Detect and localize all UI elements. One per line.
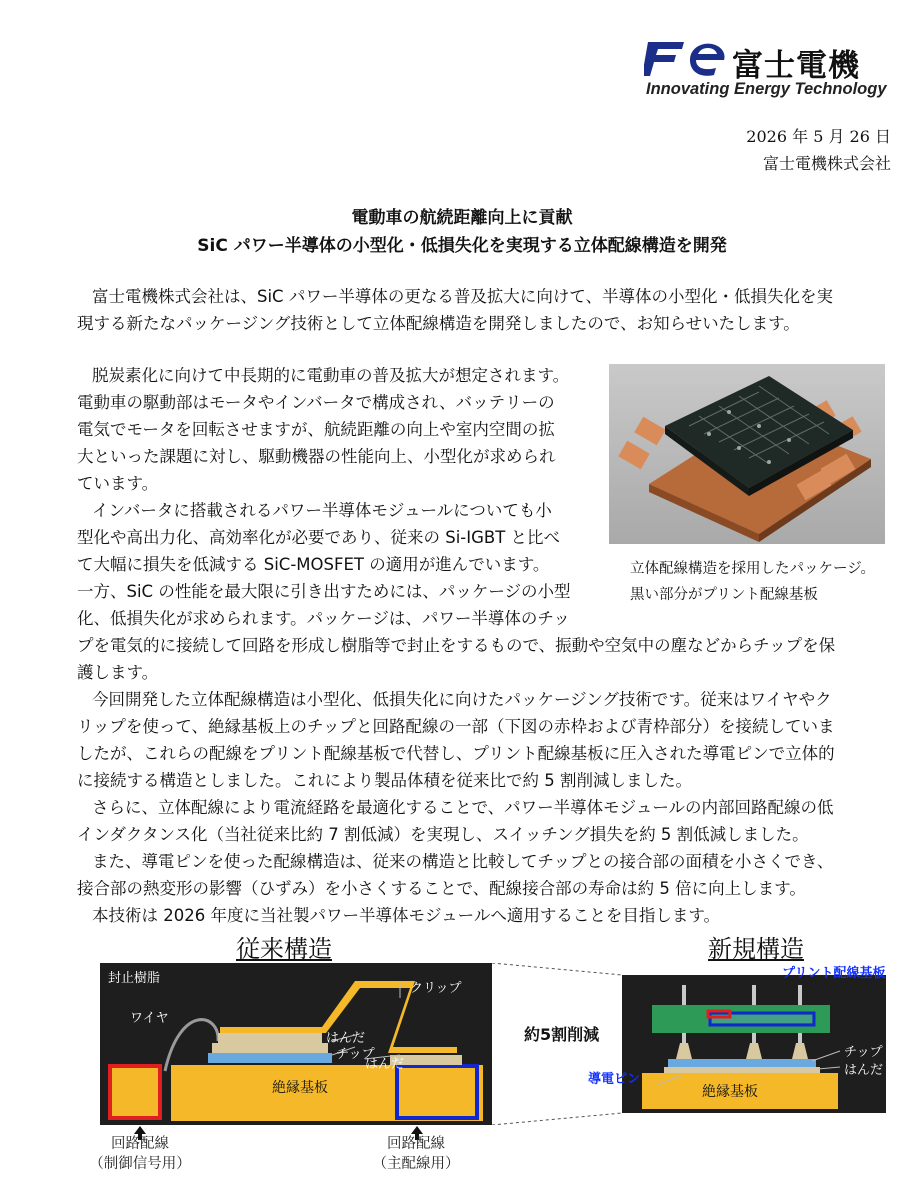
clip-label: クリップ: [410, 981, 462, 996]
solder-top-label: はんだ: [326, 1031, 366, 1046]
control-wiring-note: [70, 1134, 210, 1174]
headline-line-1: 電動車の航続距離向上に貢献: [351, 208, 573, 228]
photo-caption-line-1: 立体配線構造を採用したパッケージ。: [630, 561, 876, 577]
photo-caption-line-2: 黒い部分がプリント配線基板: [630, 587, 818, 603]
body-line: また、導電ピンを使った配線構造は、従来の構造と比較してチップとの接合部の面積を小さくでき、: [92, 852, 834, 871]
main-wiring-note-1: 回路配線: [387, 1136, 445, 1152]
body-line: 接合部の熱変形の影響（ひずみ）を小さくすることで、配線接合部の寿命は約 5 倍に向上します。: [77, 879, 806, 898]
wire-label: ワイヤ: [130, 1011, 169, 1026]
resin-label: 封止樹脂: [108, 971, 161, 986]
new-structure-diagram: [622, 975, 886, 1113]
main-wiring-blue-frame: [397, 1066, 477, 1118]
control-wiring-note-2: （制御信号用）: [89, 1156, 191, 1172]
new-structure-title: 新規構造: [708, 935, 804, 963]
body-line: 脱炭素化に向けて中長期的に電動車の普及拡大が想定されます。: [92, 366, 570, 385]
pcb-label: プリント配線基板: [782, 966, 886, 981]
headline-line-2: SiC パワー半導体の小型化・低損失化を実現する立体配線構造を開発: [197, 236, 727, 256]
old-structure-diagram: [100, 963, 492, 1125]
solder-bottom-label: はんだ: [365, 1057, 405, 1072]
package-photo: [609, 364, 885, 544]
release-date: 2026 年 5 月 26 日: [746, 127, 891, 146]
new-chip-block: [668, 1059, 816, 1067]
fuji-electric-logo: [644, 38, 894, 98]
chip-block: [208, 1053, 332, 1063]
main-wiring-note: [346, 1134, 486, 1174]
new-solder-label: はんだ: [844, 1063, 884, 1078]
body-line: 本技術は 2026 年度に当社製パワー半導体モジュールへ適用することを目指します。: [92, 906, 721, 925]
body-line: リップを使って、絶縁基板上のチップと回路配線の一部（下図の赤枠および青枠部分）を接続していま: [77, 717, 835, 736]
reduction-label: 約5割削減: [524, 1025, 600, 1044]
body-line: に接続する構造としました。これにより製品体積を従来比で約 5 割削減しました。: [77, 771, 692, 790]
body-line: 型化や高出力化、高効率化が必要であり、従来の Si-IGBT と比べ: [77, 528, 561, 547]
old-structure-title: 従来構造: [236, 935, 332, 963]
control-wiring-red-frame: [110, 1066, 160, 1118]
body-line: インバータに搭載されるパワー半導体モジュールについても小: [92, 501, 552, 520]
body-line: インダクタンス化（当社従来比約 7 割低減）を実現し、スイッチング損失を約 5 割低減しました。: [77, 825, 809, 844]
wire-icon: [165, 1020, 218, 1071]
body-line: 今回開発した立体配線構造は小型化、低損失化に向けたパッケージング技術です。従来はワイヤやク: [92, 690, 832, 709]
body-line: さらに、立体配線により電流経路を最適化することで、パワー半導体モジュールの内部回路配線の低: [92, 798, 834, 817]
company-name: 富士電機株式会社: [762, 154, 891, 173]
logo-tagline: Innovating Energy Technology: [646, 80, 887, 98]
body-line: プを電気的に接続して回路を形成し樹脂等で封止をするもので、振動や空気中の塵などからチップを保: [77, 636, 836, 655]
fe-logo-mark-icon: [644, 38, 728, 78]
body-line: したが、これらの配線をプリント配線基板で代替し、プリント配線基板に圧入された導電ピンで立体的: [77, 744, 835, 763]
substrate-label: 絶縁基板: [272, 1080, 328, 1096]
body-line: ています。: [77, 474, 159, 493]
body-line: て大幅に損失を低減する SiC-MOSFET の適用が進んでいます。: [77, 555, 550, 574]
control-wiring-note-1: 回路配線: [111, 1136, 169, 1152]
new-substrate-label: 絶縁基板: [702, 1084, 758, 1100]
intro-line: 現する新たなパッケージング技術として立体配線構造を開発しましたので、お知らせいたします。: [77, 314, 800, 333]
body-line: 電動車の駆動部はモータやインバータで構成され、バッテリーの: [77, 393, 555, 412]
body-line: 大といった課題に対し、駆動機器の性能向上、小型化が求められ: [77, 447, 556, 466]
pin-label: 導電ピン: [588, 1072, 641, 1087]
body-line: 電気でモータを回転させますが、航続距離の向上や室内空間の拡: [77, 420, 555, 439]
chip-label: チップ: [336, 1047, 375, 1062]
body-line: 護します。: [77, 663, 159, 682]
body-line: 一方、SiC の性能を最大限に引き出すためには、パッケージの小型: [77, 582, 571, 601]
logo-name: 富士電機: [732, 48, 860, 84]
main-wiring-note-2: （主配線用）: [372, 1156, 460, 1172]
body-line: 化、低損失化が求められます。パッケージは、パワー半導体のチッ: [77, 609, 570, 628]
new-chip-label: チップ: [844, 1045, 883, 1060]
intro-line: 富士電機株式会社は、SiC パワー半導体の更なる普及拡大に向けて、半導体の小型化・低損失化を実: [92, 287, 833, 306]
